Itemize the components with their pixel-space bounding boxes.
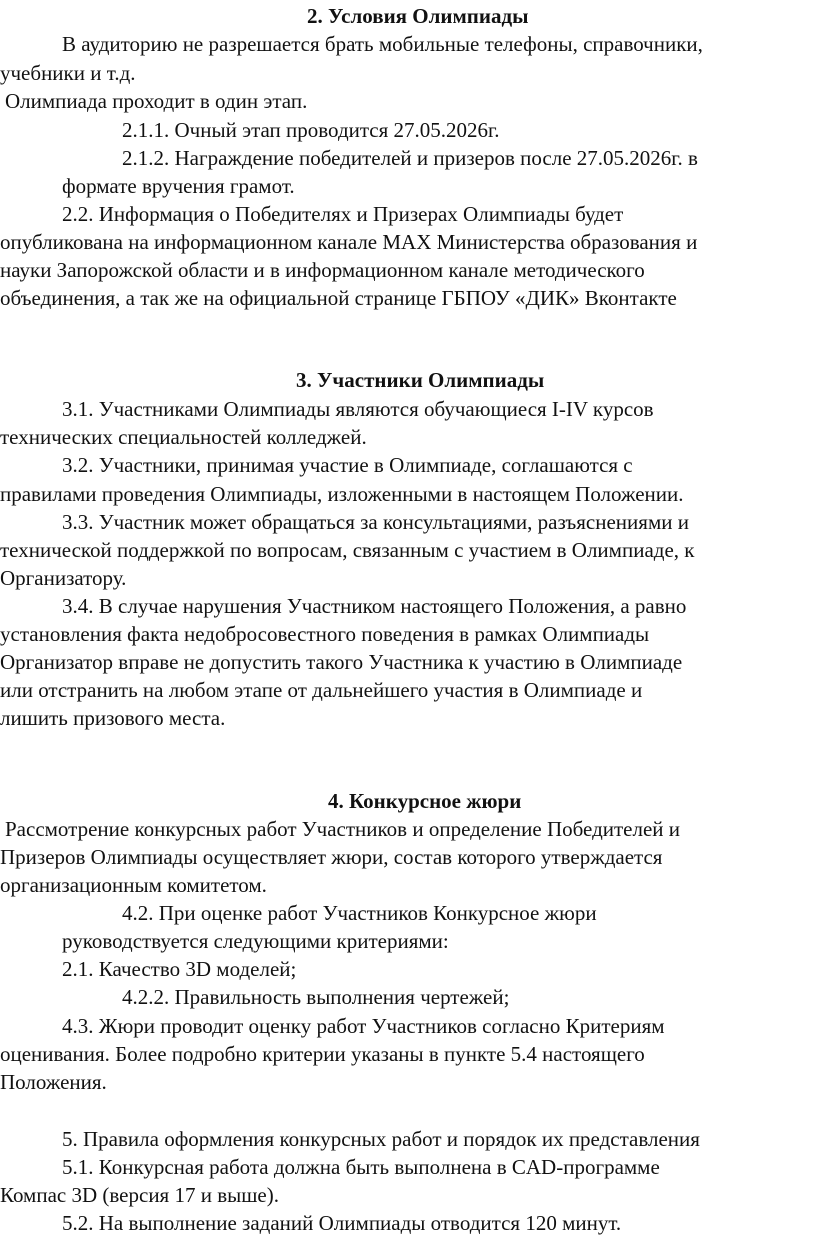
paragraph-line: технических специальностей колледжей.	[0, 425, 367, 449]
paragraph-line: Призеров Олимпиады осуществляет жюри, состав которого утверждается	[0, 845, 663, 869]
paragraph-line: технической поддержкой по вопросам, связанным с участием в Олимпиаде, к	[0, 538, 695, 562]
paragraph-line: 3.4. В случае нарушения Участником настоящего Положения, а равно	[62, 594, 687, 618]
paragraph-line: 2.2. Информация о Победителях и Призерах Олимпиады будет	[62, 202, 624, 226]
list-item: 4.2. При оценке работ Участников Конкурсное жюри	[122, 901, 597, 925]
list-item: 2.1.1. Очный этап проводится 27.05.2026г.	[122, 118, 500, 142]
paragraph-line: 4.3. Жюри проводит оценку работ Участников согласно Критериям	[62, 1014, 665, 1038]
paragraph-line: Организатор вправе не допустить такого Участника к участию в Олимпиаде	[0, 650, 683, 674]
paragraph-line: 5.1. Конкурсная работа должна быть выполнена в CAD-программе	[62, 1155, 660, 1179]
paragraph-line: 3.3. Участник может обращаться за консультациями, разъяснениями и	[62, 510, 689, 534]
list-item-continuation: формате вручения грамот.	[62, 174, 295, 198]
paragraph-line: Организатору.	[0, 566, 127, 590]
paragraph-line: опубликована на информационном канале MAX Министерства образования и	[0, 230, 698, 254]
paragraph-line: 5.2. На выполнение заданий Олимпиады отводится 120 минут.	[62, 1211, 622, 1235]
paragraph-line: объединения, а так же на официальной странице ГБПОУ «ДИК» Вконтакте	[0, 286, 677, 310]
paragraph-line: или отстранить на любом этапе от дальнейшего участия в Олимпиаде и	[0, 678, 643, 702]
paragraph-line: лишить призового места.	[0, 706, 226, 730]
section-2-heading: 2. Условия Олимпиады	[307, 4, 529, 28]
list-item: 4.2.2. Правильность выполнения чертежей;	[122, 985, 510, 1009]
paragraph-line: Компас 3D (версия 17 и выше).	[0, 1183, 279, 1207]
section-3-heading: 3. Участники Олимпиады	[296, 368, 545, 392]
paragraph-line: Рассмотрение конкурсных работ Участников и определение Победителей и	[5, 817, 681, 841]
paragraph-line: В аудиторию не разрешается брать мобильные телефоны, справочники,	[62, 32, 703, 56]
paragraph-line: организационным комитетом.	[0, 873, 267, 897]
list-item: 2.1.2. Награждение победителей и призеров после 27.05.2026г. в	[122, 146, 698, 170]
paragraph-line: Олимпиада проходит в один этап.	[5, 89, 308, 113]
section-5-heading: 5. Правила оформления конкурсных работ и порядок их представления	[62, 1127, 700, 1151]
paragraph-line: 3.1. Участниками Олимпиады являются обучающиеся I-IV курсов	[62, 397, 654, 421]
paragraph-line: Положения.	[0, 1070, 107, 1094]
paragraph-line: установления факта недобросовестного поведения в рамках Олимпиады	[0, 622, 650, 646]
paragraph-line: учебники и т.д.	[0, 61, 136, 85]
paragraph-line: правилами проведения Олимпиады, изложенными в настоящем Положении.	[0, 482, 684, 506]
paragraph-line: 3.2. Участники, принимая участие в Олимпиаде, соглашаются с	[62, 453, 633, 477]
list-item: 2.1. Качество 3D моделей;	[62, 957, 297, 981]
paragraph-line: оценивания. Более подробно критерии указаны в пункте 5.4 настоящего	[0, 1042, 645, 1066]
list-item-continuation: руководствуется следующими критериями:	[62, 929, 449, 953]
section-4-heading: 4. Конкурсное жюри	[328, 789, 522, 813]
paragraph-line: науки Запорожской области и в информационном канале методического	[0, 258, 645, 282]
